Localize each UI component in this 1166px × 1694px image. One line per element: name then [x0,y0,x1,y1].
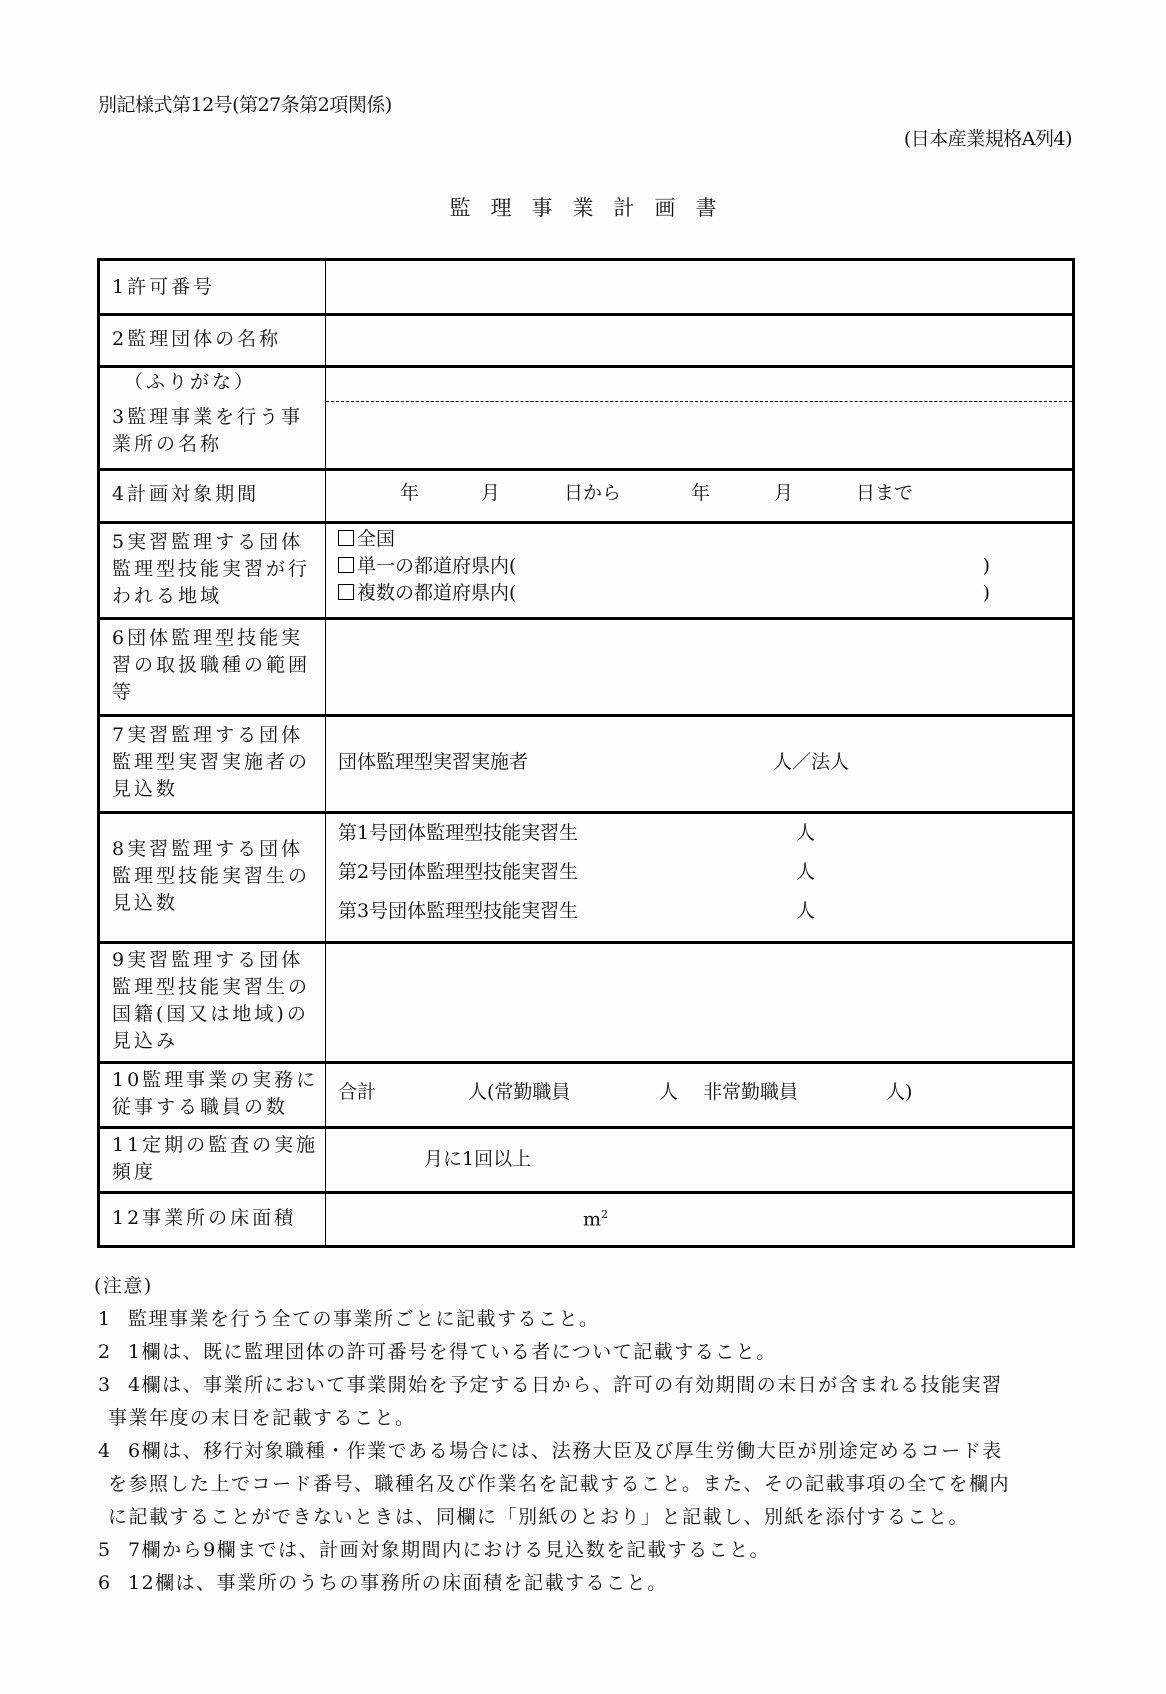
label-nationality [100,941,326,1061]
start-month-label: 月 [481,482,501,504]
floor-area-field[interactable] [326,1191,1072,1245]
document-title: 監理事業計画書 [449,196,737,220]
checkbox-icon[interactable] [338,584,354,600]
label-text: 2監理団体の名称 [112,327,282,350]
label-permit-number [100,261,326,313]
end-year-label: 年 [691,482,711,504]
label-occupation-scope [100,617,326,714]
note-number: 2 [98,1341,112,1363]
occupation-scope-field[interactable] [326,617,1072,714]
trainee-no3-label: 第3号団体監理型技能実習生 [338,900,579,922]
label-text: 頻度 [112,1160,157,1183]
option-label: 単一の都道府県内( [357,555,517,577]
unit-superscript: 2 [601,1208,609,1221]
implementer-count-field[interactable] [326,714,1072,811]
trainee-no1-field[interactable] [338,820,818,847]
option-label: 複数の都道府県内( [357,582,517,604]
end-day-label: 日まで [856,482,914,504]
label-text: 9実習監理する団体 [112,949,304,971]
label-text: 12事業所の床面積 [112,1206,297,1229]
option-nationwide[interactable] [338,526,395,553]
row-audit-frequency [100,1126,1072,1194]
note-number: 1 [98,1308,112,1330]
note-text: 1欄は、既に監理団体の許可番号を得ている者について記載すること。 [128,1341,777,1363]
square-meter-unit [583,1201,608,1233]
option-label: 全国 [357,528,396,550]
label-text: 11定期の監査の実施 [112,1133,319,1156]
note-4 [98,1435,1078,1468]
office-name-field[interactable] [326,365,1072,468]
label-text: 従事する職員の数 [112,1095,289,1118]
fulltime-unit: 人 [659,1081,679,1103]
row-trainee-count [100,811,1072,944]
label-text: 3監理事業を行う事 [112,406,304,428]
trainee-no3-field[interactable] [338,898,818,925]
paper-size-note: (日本産業規格A列4) [903,128,1072,150]
note-4-cont-1: を参照した上でコード番号、職種名及び作業名を記載すること。また、その記載事項の全てを欄内 [108,1473,1011,1495]
trainee-no3-unit: 人 [796,900,816,922]
note-number: 6 [98,1572,112,1594]
row-plan-period [100,468,1072,524]
note-5 [98,1534,1078,1567]
label-text: 10監理事業の実務に [112,1068,319,1091]
label-text: 6団体監理型技能実 [112,627,304,649]
label-region [100,521,326,617]
label-text: 5実習監理する団体 [112,530,304,553]
label-text: 監理型技能実習生の [112,864,311,887]
plan-form-table [97,258,1075,1248]
close-paren: ) [982,555,990,577]
row-region [100,521,1072,620]
label-text: 見込み [112,1030,179,1052]
permit-number-field[interactable] [326,261,1072,313]
label-text: 監理型実習実施者の [112,751,311,773]
trainee-no2-field[interactable] [338,859,818,886]
start-day-label: 日から [564,482,622,504]
label-text: 監理型技能実習が行 [112,557,311,580]
label-text: 業所の名称 [112,433,223,455]
note-3-cont: 事業年度の末日を記載すること。 [108,1407,416,1429]
trainee-no2-label: 第2号団体監理型技能実習生 [338,861,579,883]
row-occupation-scope [100,617,1072,717]
close-paren: ) [982,582,990,604]
fulltime-label: 人(常勤職員 [468,1081,571,1103]
note-text: 12欄は、事業所のうちの事務所の床面積を記載すること。 [128,1572,668,1594]
parttime-unit: 人) [886,1081,913,1103]
label-organization-name [100,313,326,365]
plan-period-field[interactable] [326,468,1072,521]
note-1 [98,1303,1078,1336]
label-implementer-count [100,714,326,811]
implementer-label: 団体監理型実習実施者 [338,751,529,773]
note-text: 4欄は、事業所において事業開始を予定する日から、許可の有効期間の末日が含まれる技能実習 [128,1374,1003,1396]
notes-section [94,1270,1078,1600]
audit-frequency-field[interactable] [326,1126,1072,1191]
note-number: 5 [98,1539,112,1561]
option-single-prefecture[interactable] [338,553,988,580]
trainee-no1-unit: 人 [796,822,816,844]
furigana-label: （ふりがな） [124,371,257,393]
label-text: 7実習監理する団体 [112,724,304,746]
row-permit-number [100,261,1072,316]
form-reference: 別記様式第12号(第27条第2項関係) [98,94,392,116]
label-floor-area [100,1191,326,1245]
nationality-field[interactable] [326,941,1072,1061]
label-text: われる地域 [112,584,223,607]
label-plan-period [100,468,326,521]
row-implementer-count [100,714,1072,814]
note-number: 4 [98,1440,112,1462]
label-text: 見込数 [112,891,179,914]
note-text: 監理事業を行う全ての事業所ごとに記載すること。 [128,1308,600,1330]
unit-text: m [583,1208,602,1231]
region-options [326,521,1072,617]
label-text: 等 [112,681,135,703]
label-staff-count [100,1061,326,1126]
end-month-label: 月 [774,482,794,504]
total-label: 合計 [338,1081,377,1103]
organization-name-field[interactable] [326,313,1072,365]
checkbox-icon[interactable] [338,530,354,546]
note-number: 3 [98,1374,112,1396]
note-text: 6欄は、移行対象職種・作業である場合には、法務大臣及び厚生労働大臣が別途定めるコード表 [128,1440,1003,1462]
label-text: 4計画対象期間 [112,483,260,505]
note-4-cont-2: に記載することができないときは、同欄に「別紙のとおり」と記載し、別紙を添付すること。 [108,1506,970,1528]
label-text: 8実習監理する団体 [112,837,304,860]
staff-count-field[interactable] [326,1061,1072,1126]
start-year-label: 年 [400,482,420,504]
option-multiple-prefectures[interactable] [338,580,988,607]
furigana-divider [326,401,1072,402]
checkbox-icon[interactable] [338,557,354,573]
label-text: 監理型技能実習生の [112,976,311,998]
row-nationality [100,941,1072,1064]
note-text: 7欄から9欄までは、計画対象期間内における見込数を記載すること。 [128,1539,771,1561]
label-audit-frequency [100,1126,326,1191]
label-trainee-count [100,811,326,941]
row-office-name [100,365,1072,471]
trainee-no1-label: 第1号団体監理型技能実習生 [338,822,579,844]
note-6 [98,1567,1078,1600]
note-2 [98,1336,1078,1369]
note-3 [98,1369,1078,1402]
audit-frequency-text: 月に1回以上 [424,1148,532,1170]
row-floor-area [100,1191,1072,1245]
implementer-unit: 人／法人 [773,751,850,773]
label-text: 習の取扱職種の範囲 [112,654,311,676]
label-text: 1許可番号 [112,275,216,298]
row-organization-name [100,313,1072,368]
notes-heading: (注意) [94,1275,153,1297]
row-staff-count [100,1061,1072,1129]
trainee-no2-unit: 人 [796,861,816,883]
label-office-name [100,365,326,468]
parttime-label: 非常勤職員 [703,1081,799,1103]
trainee-count-fields [326,811,1072,941]
label-text: 見込数 [112,778,179,800]
label-text: 国籍(国又は地域)の [112,1003,309,1025]
